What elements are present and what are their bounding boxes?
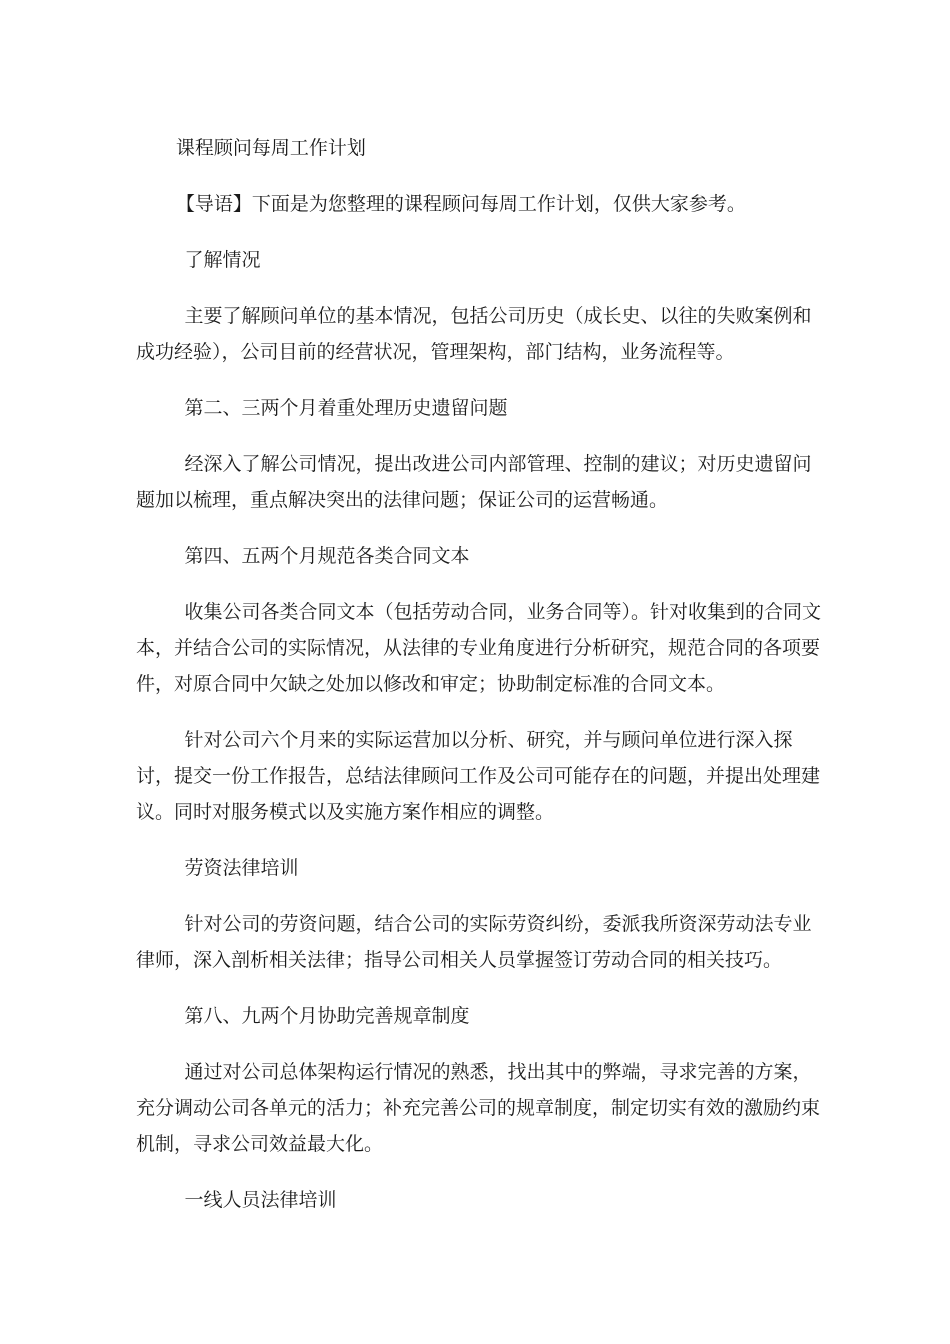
paragraph-six-month-review: 针对公司六个月来的实际运营加以分析、研究，并与顾问单位进行深入探讨，提交一份工作报告，总结法律顾问工作及公司可能存在的问题，并提出处理建议。同时对服务模式以及实施方案作相应的调整。 — [136, 729, 821, 823]
section-heading-months-4-5: 第四、五两个月规范各类合同文本 — [184, 545, 470, 567]
section-heading-understand: 了解情况 — [184, 249, 261, 271]
section-heading-frontline-training: 一线人员法律培训 — [184, 1189, 337, 1211]
document-body — [136, 130, 826, 1238]
document-title: 课程顾问每周工作计划 — [175, 137, 366, 159]
paragraph-labor-training: 针对公司的劳资问题，结合公司的实际劳资纠纷，委派我所资深劳动法专业律师，深入剖析相关法律；指导公司相关人员掌握签订劳动合同的相关技巧。 — [136, 913, 812, 971]
section-heading-labor-training: 劳资法律培训 — [184, 857, 299, 879]
intro-paragraph: 【导语】下面是为您整理的课程顾问每周工作计划，仅供大家参考。 — [175, 193, 746, 215]
paragraph-months-2-3: 经深入了解公司情况，提出改进公司内部管理、控制的建议；对历史遗留问题加以梳理，重点解决突出的法律问题；保证公司的运营畅通。 — [136, 453, 812, 511]
paragraph-understand: 主要了解顾问单位的基本情况，包括公司历史（成长史、以往的失败案例和成功经验），公司目前的经营状况，管理架构，部门结构，业务流程等。 — [136, 305, 812, 363]
paragraph-months-4-5: 收集公司各类合同文本（包括劳动合同，业务合同等）。针对收集到的合同文本，并结合公司的实际情况，从法律的专业角度进行分析研究，规范合同的各项要件，对原合同中欠缺之处加以修改和审定；协助制定标准的合同文本。 — [136, 601, 821, 695]
section-heading-months-8-9: 第八、九两个月协助完善规章制度 — [184, 1005, 470, 1027]
paragraph-months-8-9: 通过对公司总体架构运行情况的熟悉，找出其中的弊端，寻求完善的方案，充分调动公司各单元的活力；补充完善公司的规章制度，制定切实有效的激励约束机制，寻求公司效益最大化。 — [136, 1061, 821, 1155]
section-heading-months-2-3: 第二、三两个月着重处理历史遗留问题 — [184, 397, 508, 419]
